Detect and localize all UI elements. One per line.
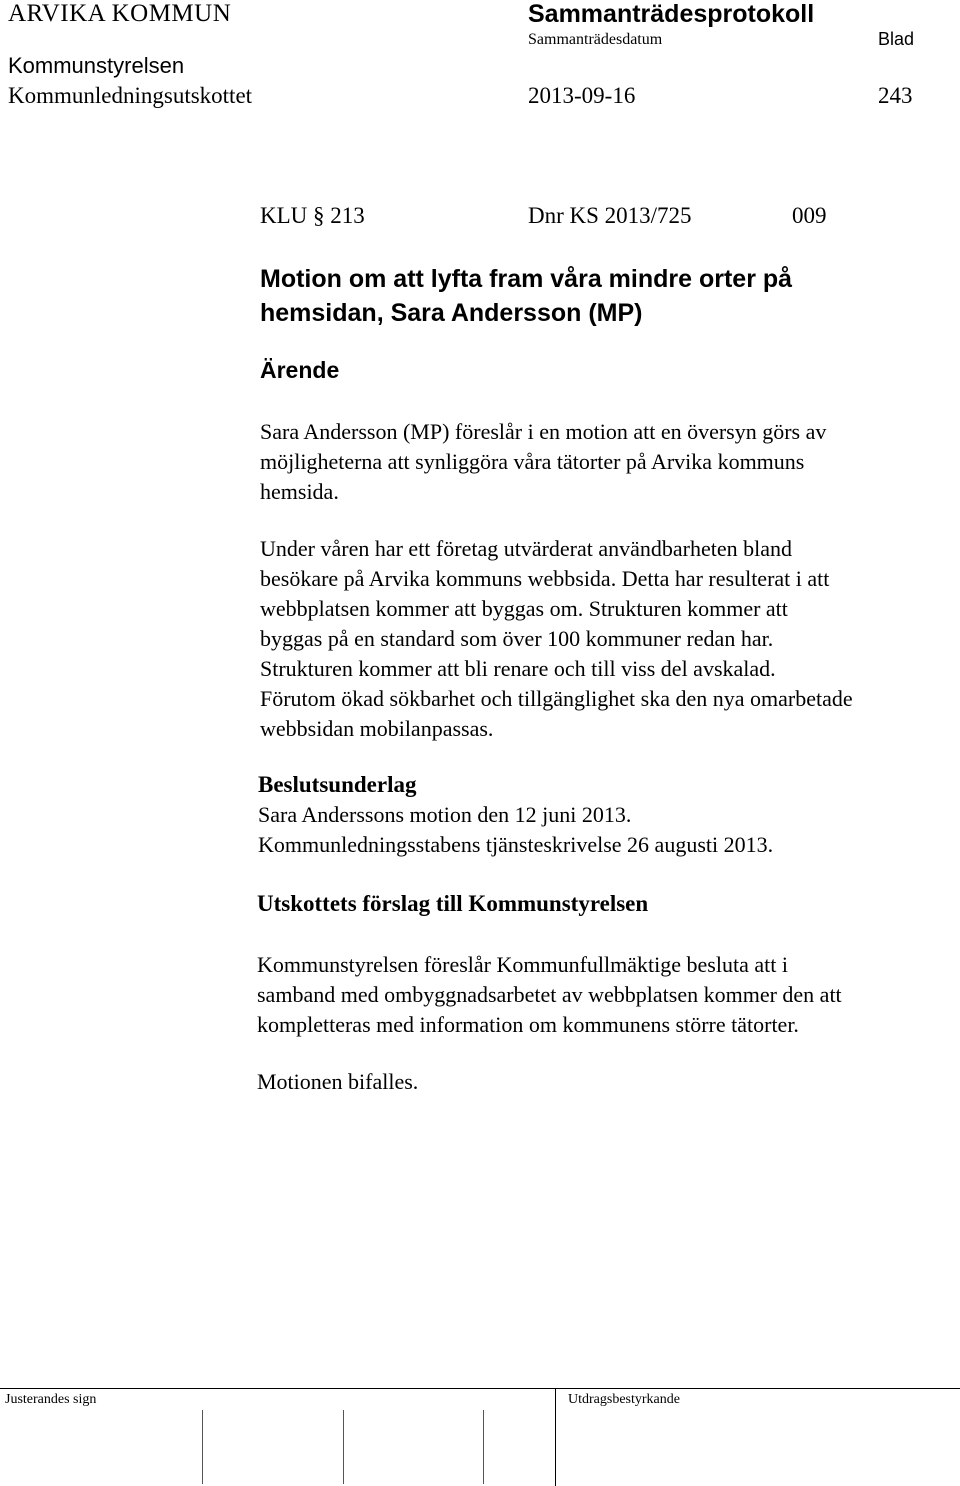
text-line: Under våren har ett företag utvärderat användbarheten bland <box>260 536 793 561</box>
paragraph-arende-1 <box>260 417 826 507</box>
paragraph-arende-2 <box>260 534 853 744</box>
diary-number: Dnr KS 2013/725 <box>528 203 692 228</box>
text-line: Sara Anderssons motion den 12 juni 2013. <box>258 802 632 827</box>
organization-name: ARVIKA KOMMUN <box>8 0 232 27</box>
date-label: Sammanträdesdatum <box>528 31 663 48</box>
text-line: hemsida. <box>260 479 339 504</box>
paragraph-forslag <box>257 950 842 1040</box>
section-heading-forslag: Utskottets förslag till Kommunstyrelsen <box>257 891 649 916</box>
text-line: Förutom ökad sökbarhet och tillgänglighet ska den nya omarbetade <box>260 686 853 711</box>
section-heading-arende: Ärende <box>260 357 340 383</box>
item-reference: KLU § 213 <box>260 203 365 228</box>
page-title: Motion om att lyfta fram våra mindre orter på hemsidan, Sara Andersson (MP) <box>260 265 793 327</box>
signature-label: Justerandes sign <box>5 1392 97 1407</box>
text-line: besökare på Arvika kommuns webbsida. Detta har resulterat i att <box>260 566 830 591</box>
text-line: Kommunledningsstabens tjänsteskrivelse 26 augusti 2013. <box>258 832 774 857</box>
text-line: möjligheterna att synliggöra våra tätorter på Arvika kommuns <box>260 449 805 474</box>
page-label: Blad <box>878 29 915 49</box>
signature-box-divider <box>202 1410 203 1484</box>
decision-text: Motionen bifalles. <box>257 1069 419 1094</box>
text-line: byggas på en standard som över 100 kommuner redan har. <box>260 626 774 651</box>
text-line: kompletteras med information om kommunens större tätorter. <box>257 1012 799 1037</box>
text-line: Sara Andersson (MP) föreslår i en motion att en översyn görs av <box>260 419 827 444</box>
page-number: 243 <box>878 83 913 108</box>
text-line: Kommunstyrelsen föreslår Kommunfullmäktige besluta att i <box>257 952 788 977</box>
signature-box-divider <box>343 1410 344 1484</box>
signature-box-divider <box>483 1410 484 1484</box>
text-line: samband med ombyggnadsarbetet av webbplatsen kommer den att <box>257 982 842 1007</box>
paragraph-beslutsunderlag <box>258 800 773 860</box>
text-line: Strukturen kommer att bli renare och till viss del avskalad. <box>260 656 776 681</box>
board-name: Kommunstyrelsen <box>8 53 185 78</box>
meeting-date: 2013-09-16 <box>528 83 636 108</box>
footer-divider <box>0 1388 960 1389</box>
text-line: webbplatsen kommer att byggas om. Strukturen kommer att <box>260 596 788 621</box>
archive-code: 009 <box>792 203 827 228</box>
committee-name: Kommunledningsutskottet <box>8 83 253 108</box>
document-type: Sammanträdesprotokoll <box>528 0 815 28</box>
text-line: webbsidan mobilanpassas. <box>260 716 494 741</box>
section-heading-beslutsunderlag: Beslutsunderlag <box>258 772 417 797</box>
extract-certification-label: Utdragsbestyrkande <box>568 1392 680 1407</box>
footer-column-divider <box>555 1388 556 1486</box>
